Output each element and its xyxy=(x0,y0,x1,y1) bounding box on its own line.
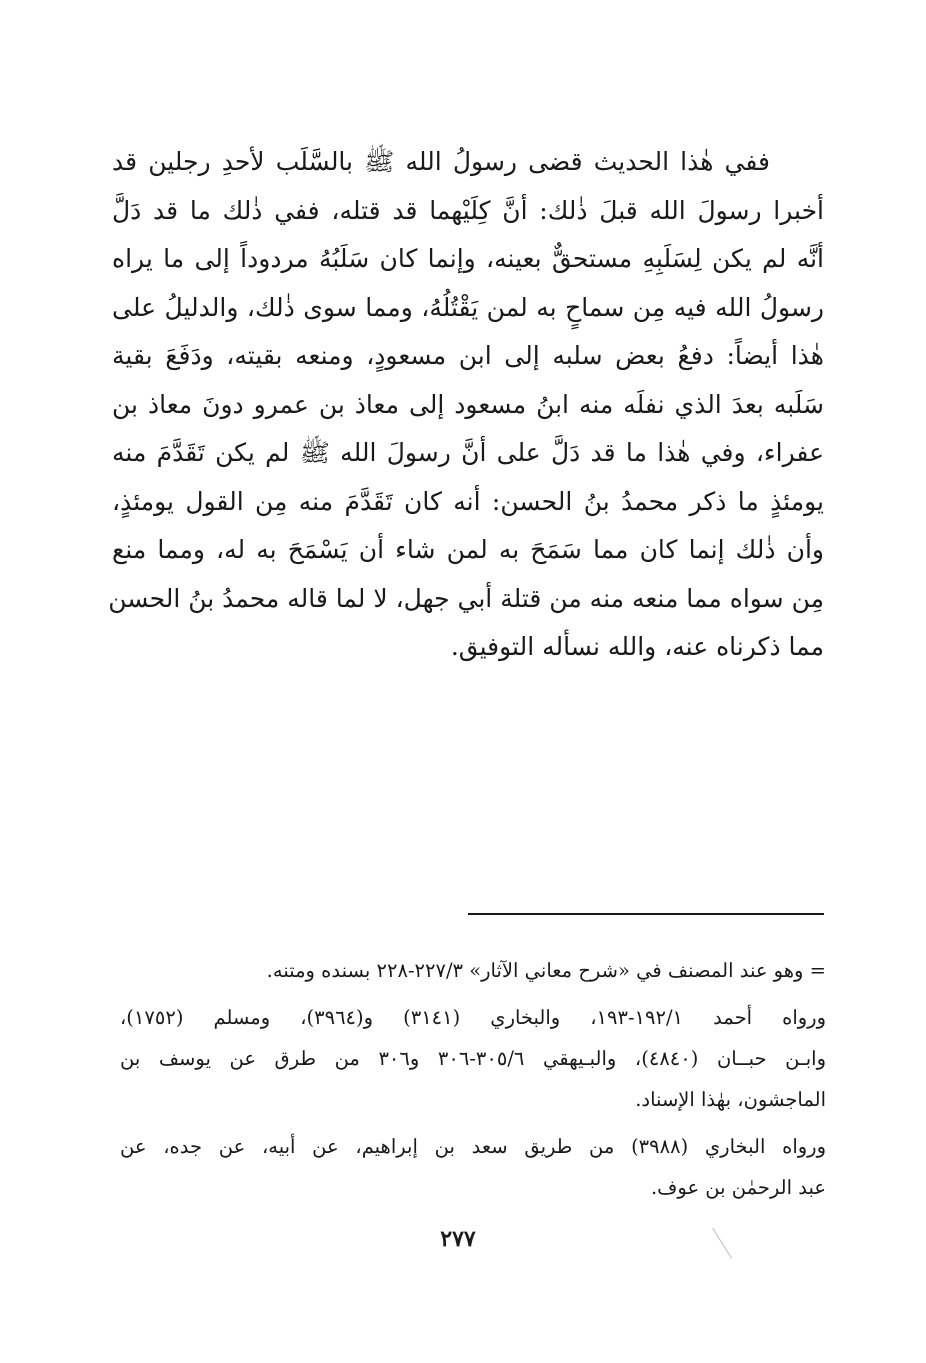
footnotes-block xyxy=(120,950,826,1208)
main-text-line: مما ذكرناه عنه، والله نسأله التوفيق. xyxy=(450,632,824,661)
main-text-line: عفراء، وفي هٰذا ما قد دَلَّ على أنَّ رسولَ الله ﷺ لم يكن تَقَدَّمَ منه xyxy=(112,438,824,467)
footnote-line: ورواه أحمد ١٩٢/١-١٩٣، والبخاري (٣١٤١) و(٣٩٦٤)، ومسلم (١٧٥٢)، xyxy=(120,1006,826,1029)
main-text-line: يومئذٍ ما ذكر محمدُ بنُ الحسن: أنه كان تَقَدَّمَ منه مِن القول يومئذٍ، xyxy=(112,486,824,516)
main-text-line: رسولُ الله فيه مِن سماحٍ به لمن يَقْتُلُهُ، ومما سوى ذٰلك، والدليلُ على xyxy=(112,292,824,322)
main-text-line: هٰذا أيضاً: دفعُ بعض سلبه إلى ابن مسعودٍ، ومنعه بقيته، ودَفَعَ بقية xyxy=(112,341,824,370)
scan-artifact-mark xyxy=(712,1227,732,1258)
footnote-line: = وهو عند المصنف في «شرح معاني الآثار» ٢٢٧/٣-٢٢٨ بسنده ومتنه. xyxy=(266,959,826,982)
main-text-line: سَلَبه بعدَ الذي نفلَه منه ابنُ مسعود إلى معاذ بن عمرو دونَ معاذ بن xyxy=(112,389,824,419)
footnote-line: عبد الرحمٰن بن عوف. xyxy=(650,1176,826,1199)
page-number: ٢٧٧ xyxy=(440,1226,476,1252)
footnote-line: الماجشون، بهٰذا الإسناد. xyxy=(635,1088,826,1111)
footnote-line: ورواه البخاري (٣٩٨٨) من طريق سعد بن إبراهيم، عن أبيه، عن جده، عن xyxy=(120,1135,826,1158)
footnote-line: وابـن حبــان (٤٨٤٠)، والبـيهقي ٣٠٥/٦-٣٠٦ و٣٠٦ من طرق عن يوسف بن xyxy=(120,1047,826,1070)
main-text-line: أخبرا رسولَ الله قبلَ ذٰلك: أنَّ كِلَيْهما قد قتله، ففي ذٰلك ما قد دَلَّ xyxy=(112,195,824,225)
main-text-line: مِن سواه مما منعه منه من قتلة أبي جهل، لا لما قاله محمدُ بنُ الحسن xyxy=(108,583,824,613)
main-text-block xyxy=(108,138,824,672)
main-text-line: أنَّه لم يكن لِسَلَبِهِ مستحقٌّ بعينه، وإنما كان سَلَبُهُ مردوداً إلى ما يراه xyxy=(112,244,824,273)
main-text-line: وأن ذٰلك إنما كان مما سَمَحَ به لمن شاء أن يَسْمَحَ به له، ومما منع xyxy=(112,535,824,564)
main-text-line: ففي هٰذا الحديث قضى رسولُ الله ﷺ بالسَّلَب لأحدِ رجلين قد xyxy=(112,147,770,176)
footnote-separator xyxy=(468,913,824,915)
